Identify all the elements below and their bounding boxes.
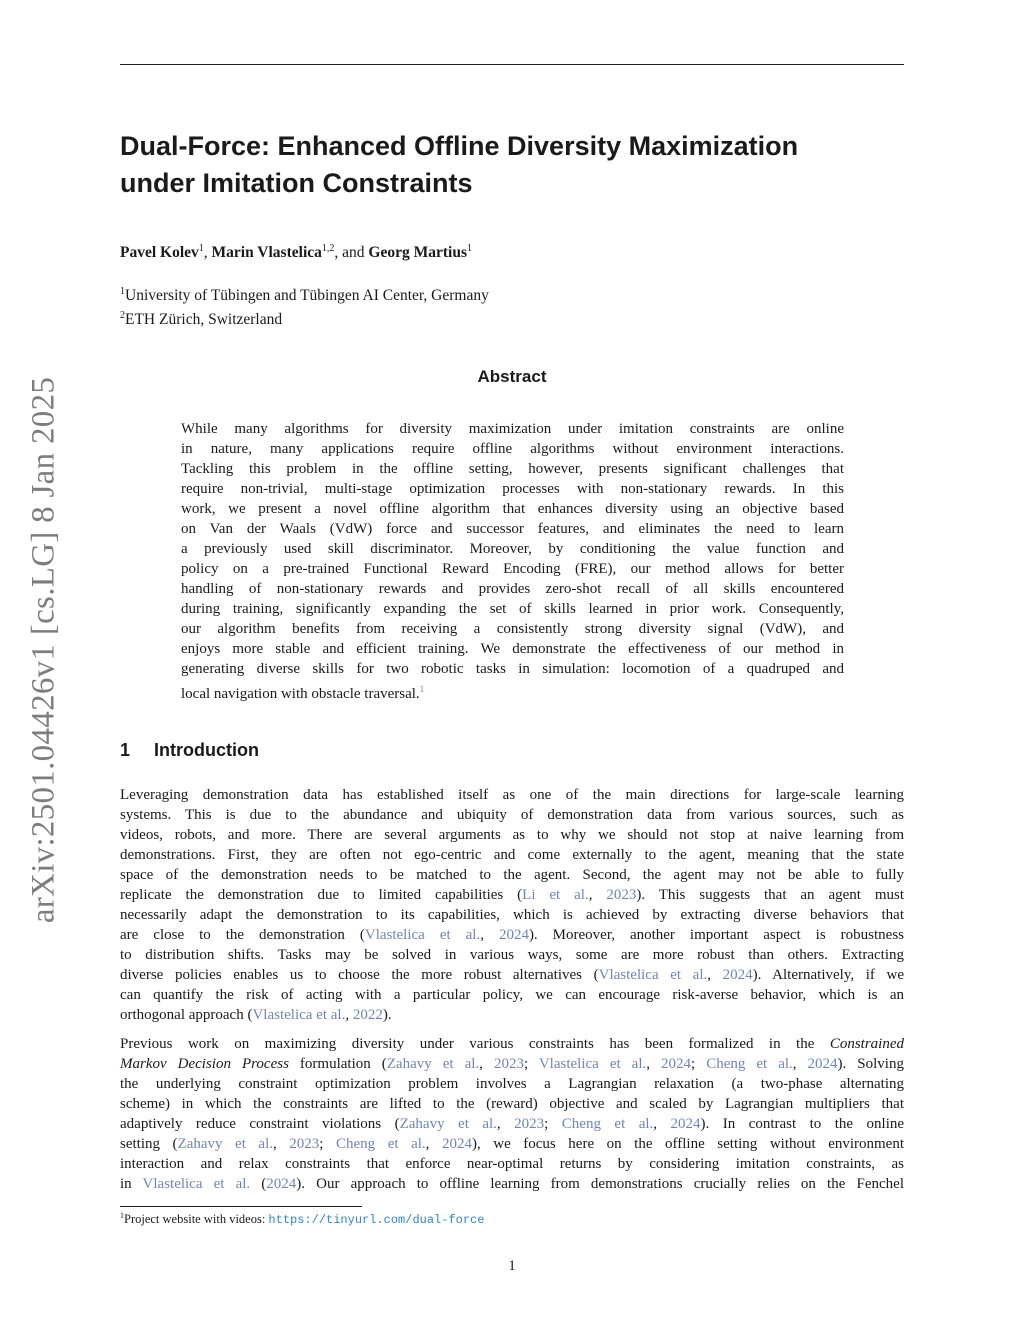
text: in: [120, 1176, 143, 1192]
abstract-line: on Van der Waals (VdW) force and successor features, and eliminates the need to learn: [181, 521, 844, 537]
paragraph-line: necessarily adapt the demonstration to its capabilities, which is achieved by extracting diverse behaviors that: [120, 907, 904, 923]
abstract-line: generating diverse skills for two robotic tasks in simulation: locomotion of a quadruped and: [181, 661, 844, 677]
italic-term: Constrained: [829, 1036, 904, 1052]
citation-link[interactable]: Zahavy et al.: [177, 1136, 273, 1152]
title-line-2: under Imitation Constraints: [120, 168, 473, 198]
text: ). Alternatively, if we: [752, 967, 904, 983]
abstract-line: While many algorithms for diversity maximization under imitation constraints are online: [181, 421, 844, 437]
paragraph-line: space of the demonstration needs to be matched to the agent. Second, the agent may not be able to fully: [120, 867, 904, 883]
paragraph-line: videos, robots, and more. There are several arguments as to why we should not stop at naive learning from: [120, 827, 904, 843]
text: ;: [523, 1056, 539, 1072]
text: ,: [273, 1136, 290, 1152]
paragraph-line: [120, 1054, 904, 1074]
paragraph-line: [120, 885, 904, 905]
abstract-line: in nature, many applications require offline algorithms without environment interactions.: [181, 441, 844, 457]
paragraph-line: [120, 1134, 904, 1154]
section-title: Introduction: [154, 740, 259, 760]
text: ,: [792, 1056, 808, 1072]
text: ). Our approach to offline learning from demonstrations crucially relies on the Fenchel: [296, 1176, 904, 1192]
text: orthogonal approach (: [120, 1007, 253, 1023]
citation-year-link[interactable]: 2024: [441, 1136, 472, 1152]
citation-year-link[interactable]: 2023: [606, 887, 637, 903]
text: ,: [425, 1136, 442, 1152]
text: ,: [345, 1007, 353, 1023]
text: ,: [479, 1056, 494, 1072]
author-separator: ,: [203, 244, 212, 262]
affiliation-2-mark: 2: [120, 310, 125, 322]
citation-link[interactable]: Li et al.: [522, 887, 589, 903]
paragraph-line: interaction and relax constraints that enforce near-optimal returns by considering imitation constraints, as: [120, 1156, 904, 1172]
abstract-last-line-text: local navigation with obstacle traversal.: [181, 686, 420, 702]
paragraph-line: [120, 1174, 904, 1194]
text: ,: [646, 1056, 661, 1072]
text: ).: [382, 1007, 392, 1023]
citation-year-link[interactable]: 2024: [266, 1176, 297, 1192]
text: are close to the demonstration (: [120, 927, 365, 943]
paragraph-line: scheme) in which the constraints are lifted to the (reward) objective and scaled by Lagrangian multipliers that: [120, 1096, 904, 1112]
affiliations: [120, 282, 489, 330]
citation-link[interactable]: Zahavy et al.: [399, 1116, 497, 1132]
citation-year-link[interactable]: 2023: [514, 1116, 545, 1132]
text: ). This suggests that an agent must: [636, 887, 904, 903]
top-rule: [120, 64, 904, 65]
paragraph-line: [120, 925, 904, 945]
author-3-affiliation-mark: 1: [466, 243, 472, 254]
author-3: Georg Martius: [368, 244, 467, 262]
text: ;: [544, 1116, 562, 1132]
text: ,: [588, 887, 607, 903]
text: ). Moreover, another important aspect is robustness: [528, 927, 904, 943]
affiliation-1-text: University of Tübingen and Tübingen AI Center, Germany: [125, 287, 489, 305]
citation-year-link[interactable]: 2024: [670, 1116, 701, 1132]
text: replicate the demonstration due to limited capabilities (: [120, 887, 523, 903]
paragraph-line: demonstrations. First, they are often not ego-centric and come externally to the agent, meaning that the state: [120, 847, 904, 863]
footnote-mark: 1: [120, 1211, 124, 1220]
arxiv-identifier[interactable]: arXiv:2501.04426v1 [cs.LG] 8 Jan 2025: [25, 376, 62, 924]
introduction-paragraph-1: [120, 785, 904, 1025]
author-2-affiliation-mark: 1,2: [321, 243, 335, 254]
citation-year-link[interactable]: 2024: [722, 967, 753, 983]
footnote-mark-link[interactable]: 1: [419, 684, 425, 694]
paragraph-line: can quantify the risk of acting with a particular policy, we can encourage risk-averse behavior, which is an: [120, 987, 904, 1003]
citation-link[interactable]: Vlastelica et al.: [252, 1007, 346, 1023]
citation-link[interactable]: Vlastelica et al.: [142, 1176, 251, 1192]
footnote-rule: [120, 1206, 362, 1207]
abstract-line: our algorithm benefits from receiving a consistently strong diversity signal (VdW), and: [181, 621, 844, 637]
text: ). Solving: [837, 1056, 904, 1072]
abstract-line: work, we present a novel offline algorithm that enhances diversity using an objective based: [181, 501, 844, 517]
text: ;: [319, 1136, 337, 1152]
text: ,: [496, 1116, 515, 1132]
paragraph-line: [120, 1114, 904, 1134]
affiliation-2: [120, 306, 489, 330]
affiliation-2-text: ETH Zürich, Switzerland: [125, 311, 283, 329]
abstract-line: require non-trivial, multi-stage optimization processes with non-stationary rewards. In this: [181, 481, 844, 497]
author-1-affiliation-mark: 1: [198, 243, 204, 254]
affiliation-1: [120, 282, 489, 306]
abstract-line: a previously used skill discriminator. Moreover, by conditioning the value function and: [181, 541, 844, 557]
author-separator: , and: [334, 244, 369, 262]
citation-year-link[interactable]: 2024: [498, 927, 529, 943]
section-number: 1: [120, 740, 131, 760]
citation-link[interactable]: Vlastelica et al.: [538, 1056, 647, 1072]
text: diverse policies enables us to choose the more robust alternatives (: [120, 967, 599, 983]
citation-year-link[interactable]: 2023: [289, 1136, 320, 1152]
affiliation-1-mark: 1: [120, 286, 125, 297]
author-list: [120, 243, 472, 262]
author-2: Marin Vlastelica: [211, 244, 322, 262]
text: ), we focus here on the offline setting without environment: [471, 1136, 905, 1152]
abstract-line: [181, 679, 844, 702]
citation-year-link[interactable]: 2024: [807, 1056, 838, 1072]
citation-year-link[interactable]: 2024: [661, 1056, 691, 1072]
project-website-link[interactable]: https://tinyurl.com/dual-force: [268, 1213, 485, 1228]
paper-title: [120, 128, 904, 202]
text: ;: [691, 1056, 707, 1072]
section-heading-introduction: [120, 740, 259, 761]
text: (: [250, 1176, 267, 1192]
title-line-1: Dual-Force: Enhanced Offline Diversity Maximization: [120, 131, 799, 161]
text: adaptively reduce constraint violations (: [120, 1116, 400, 1132]
text: formulation (: [288, 1056, 387, 1072]
paragraph-line: [120, 965, 904, 985]
footnote-text: Project website with videos:: [124, 1212, 269, 1227]
abstract-body: [181, 419, 844, 702]
citation-link[interactable]: Cheng et al.: [706, 1056, 793, 1072]
text: Previous work on maximizing diversity under various constraints has been formalized in the: [120, 1036, 830, 1052]
citation-link[interactable]: Cheng et al.: [336, 1136, 426, 1152]
citation-link[interactable]: Cheng et al.: [561, 1116, 654, 1132]
paragraph-line: Leveraging demonstration data has established itself as one of the main directions for large-scale learning: [120, 787, 904, 803]
citation-link[interactable]: Vlastelica et al.: [598, 967, 708, 983]
citation-year-link[interactable]: 2023: [493, 1056, 524, 1072]
author-1: Pavel Kolev: [120, 244, 199, 262]
citation-year-link[interactable]: 2022: [352, 1007, 383, 1023]
abstract-line: enjoys more stable and efficient training. We demonstrate the effectiveness of our method in: [181, 641, 844, 657]
page-number: 1: [508, 1258, 516, 1274]
abstract-line: handling of non-stationary rewards and provides zero-shot recall of all skills encountered: [181, 581, 844, 597]
citation-link[interactable]: Vlastelica et al.: [364, 927, 481, 943]
text: ,: [707, 967, 723, 983]
paragraph-line: the underlying constraint optimization problem involves a Lagrangian relaxation (a two-phase alternating: [120, 1076, 904, 1092]
paragraph-line: [120, 1034, 904, 1054]
abstract-line: Tackling this problem in the offline setting, however, presents significant challenges that: [181, 461, 844, 477]
text: setting (: [120, 1136, 178, 1152]
abstract-line: policy on a pre-trained Functional Reward Encoding (FRE), our method allows for better: [181, 561, 844, 577]
abstract-line: during training, significantly expanding the set of skills learned in prior work. Consequently,: [181, 601, 844, 617]
introduction-paragraph-2: [120, 1034, 904, 1194]
citation-link[interactable]: Zahavy et al.: [386, 1056, 480, 1072]
paragraph-line: [120, 1005, 904, 1025]
italic-term: Markov Decision Process: [120, 1056, 289, 1072]
paragraph-line: systems. This is due to the abundance and ubiquity of demonstration data from various sources, such as: [120, 807, 904, 823]
text: ,: [480, 927, 499, 943]
text: ). In contrast to the online: [700, 1116, 905, 1132]
footnote: [120, 1211, 484, 1227]
text: ,: [653, 1116, 671, 1132]
abstract-heading: Abstract: [477, 367, 547, 386]
paragraph-line: to distribution shifts. Tasks may be solved in various ways, some are more robust than others. Extracting: [120, 947, 904, 963]
